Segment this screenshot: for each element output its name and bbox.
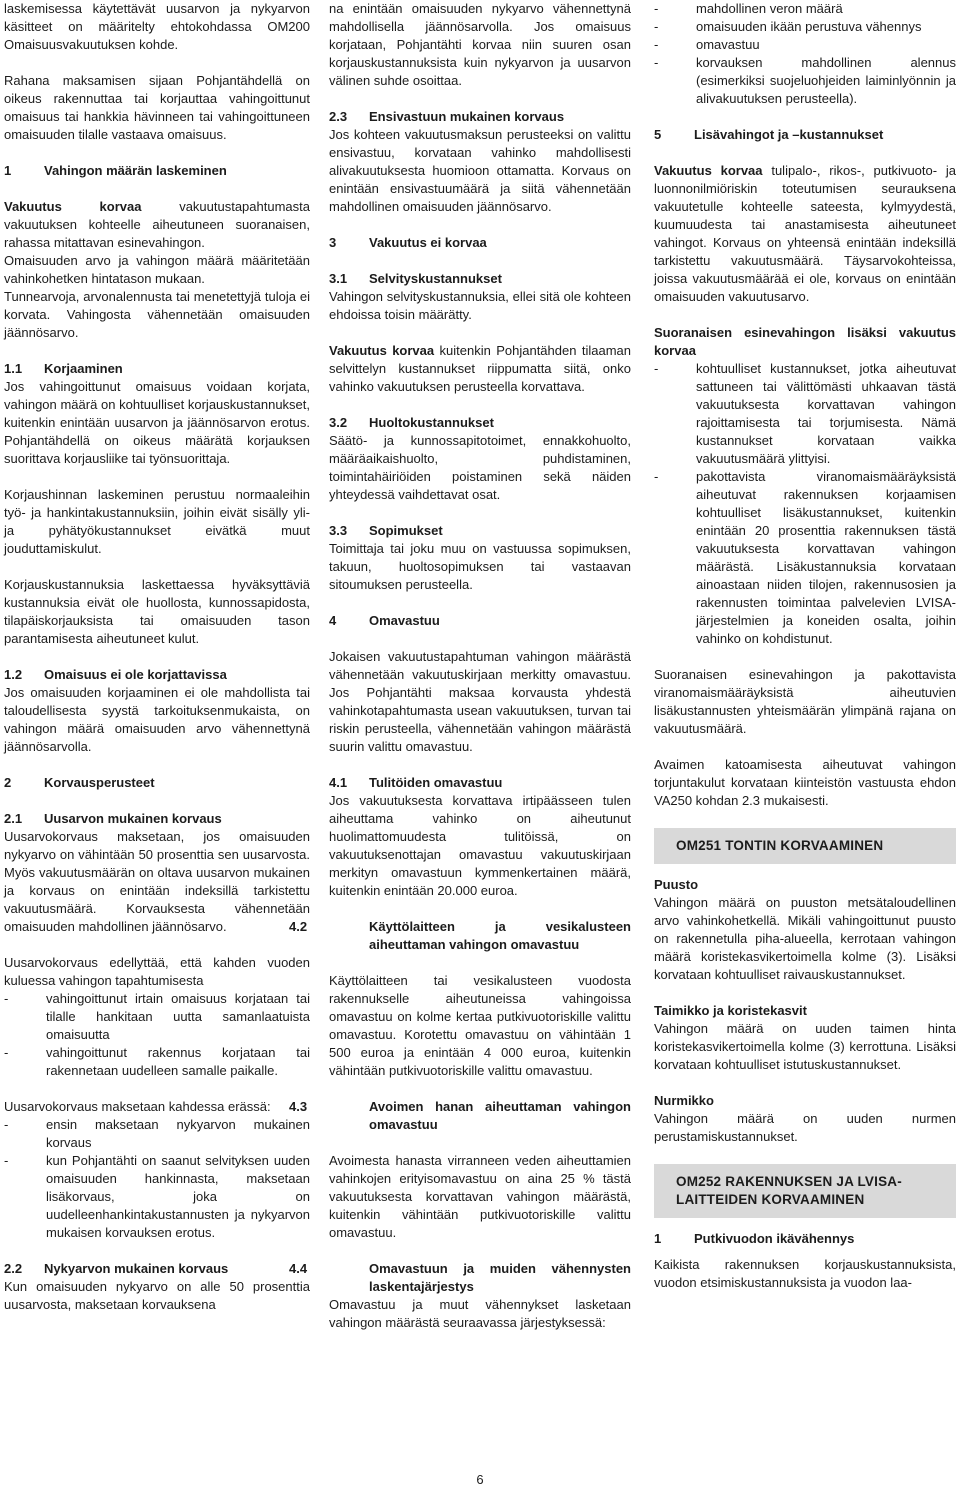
section-2-1-list-2 — [4, 1116, 310, 1242]
list-item: - kun Pohjantähti on saanut selvityksen uuden omaisuuden hankinnasta, maksetaan lisäkorvaus, joka on uudelleenhankintakustannusten ja nykyarvon mukaisen korvauksen erotus. — [4, 1152, 310, 1242]
heading-2-1: 2.1 Uusarvon mukainen korvaus — [4, 811, 222, 826]
page-number: 6 — [476, 1472, 484, 1487]
taimikko-heading: Taimikko ja koristekasvit — [654, 1003, 807, 1018]
section-1-1-paragraph-3: Korjauskustannuksia laskettaessa hyväksyttäviä kustannuksia eivät ole huollosta, kunnossapidosta, tilapäiskorjauksista tai omaisuuden tason parantamisesta aiheutuneet kulut. — [4, 577, 310, 646]
list-item: - omavastuu — [654, 36, 956, 54]
puusto-paragraph: Vahingon määrä on puuston metsätaloudellinen arvo vahinkohetkellä. Mikäli vahingoittunut puusto on rakennetulla piha-alueella, kerrotaan vahingon määrä koristekasvikertoimella kolme (3). Lisäksi korvataan kohtuulliset raivauskustannukset. — [654, 895, 956, 982]
intro-paragraph-1: laskemisessa käytettävät uusarvon ja nykyarvon käsitteet on määritelty ehtokohdassa OM200 Omaisuusvakuutuksen kohde. — [4, 1, 310, 52]
heading-3-2: 3.2 Huoltokustannukset — [329, 415, 494, 430]
section-4-1-paragraph-1: Jos vakuutuksesta korvattava irtipäässeen tulen aiheuttama vahinko on aiheutunut huolimattomuudesta tulitöissä, on vakuutuksenottajan omavastuu vakuutuskirjaan merkityn omavastuun kymmenkertainen määrä, kuitenkin enintään 20.000 euroa. — [329, 793, 631, 898]
puusto-heading: Puusto — [654, 877, 699, 892]
section-2-1-paragraph-3: Uusarvokorvaus maksetaan kahdessa erässä: — [4, 1099, 271, 1114]
section-1-1-paragraph-1: Jos vahingoittunut omaisuus voidaan korjata, vahingon määrä on kohtuulliset korjauskustannukset, kuitenkin enintään uusarvon ja jäännösarvon erotus. Pohjantähdellä on oikeus määrätä korjauksen suorittava korjausliike tai työnsuorittaja. — [4, 379, 310, 466]
heading-1: 1 Vahingon määrän laskeminen — [4, 163, 227, 178]
om252-heading-1: 1 Putkivuodon ikävähennys — [654, 1231, 855, 1246]
nurmikko-heading: Nurmikko — [654, 1093, 714, 1108]
taimikko-paragraph: Vahingon määrä on uuden taimen hinta koristekasvikertoimella kolme (3) kerrottuna. Lisäksi korvataan kohtuulliset istutuskustannukset. — [654, 1021, 956, 1072]
heading-3: 3 Vakuutus ei korvaa — [329, 235, 487, 250]
section-1-paragraph-2: Omaisuuden arvo ja vahingon määrä määritetään vahinkohetken hintatason mukaan. — [4, 253, 310, 286]
list-item: - ensin maksetaan nykyarvon mukainen korvaus — [4, 1116, 310, 1152]
heading-4: 4 Omavastuu — [329, 613, 440, 628]
list-item: - vahingoittunut rakennus korjataan tai rakennetaan uudelleen samalle paikalle. — [4, 1044, 310, 1080]
list-item: - vahingoittunut irtain omaisuus korjataan tai tilalle hankitaan uutta samanlaatuista omaisuutta — [4, 990, 310, 1044]
nurmikko-paragraph: Vahingon määrä on uuden nurmen perustamiskustannukset. — [654, 1111, 956, 1144]
section-5-paragraph-2: Suoranaisen esinevahingon ja pakottavista viranomaismääräyksistä aiheutuvien lisäkustannusten yhteismäärän ylimpänä rajana on vakuutusmäärä. — [654, 667, 956, 736]
list-item: - korvauksen mahdollinen alennus (esimerkiksi suojeluohjeiden laiminlyönnin ja alivakuutuksen perusteella). — [654, 54, 956, 108]
column-right — [654, 0, 956, 1292]
section-2-1-list-1 — [4, 990, 310, 1080]
section-4-4-paragraph-1: Omavastuu ja muut vähennykset lasketaan vahingon määrästä seuraavassa järjestyksessä: — [329, 1297, 631, 1330]
section-3-2-paragraph-1: Säätö- ja kunnossapitotoimet, ennakkohuolto, määräaikaishuolto, puhdistaminen, toimintahäiriöiden poistaminen sekä näiden yhteydessä vaihdettavat osat. — [329, 433, 631, 502]
intro-paragraph-2: Rahana maksamisen sijaan Pohjantähdellä on oikeus rakennuttaa tai korjauttaa vahingoittunut omaisuus tai hankkia hävinneen tai vahingoittuneen omaisuuden tilalle vastaava omaisuus. — [4, 73, 310, 142]
section-1-2-paragraph-1: Jos omaisuuden korjaaminen ei ole mahdollista tai taloudellisesta syystä tarkoituksenmukaista, on vahingon määrä omaisuuden arvo vähennettynä jäännösarvolla. — [4, 685, 310, 754]
heading-3-1: 3.1 Selvityskustannukset — [329, 271, 502, 286]
section-2-2-paragraph-1: Kun omaisuuden nykyarvo on alle 50 prosenttia uusarvosta, maksetaan korvauksena — [4, 1279, 310, 1312]
heading-2: 2 Korvausperusteet — [4, 775, 155, 790]
section-2-3-paragraph-1: Jos kohteen vakuutusmaksun perusteeksi on valittu ensivastuu, korvataan vahinko mahdollisesti alivakuutuksesta huomioon ottamatta. Korvaus on enintään ensivastuumäärä ja siitä vähennetään mahdollinen omaisuuden jäännösarvo. — [329, 127, 631, 214]
om252-paragraph-1: Kaikista rakennuksen korjauskustannuksista, vuodon etsimiskustannuksista ja vuodon laa- — [654, 1257, 956, 1290]
section-5-list — [654, 360, 956, 648]
section-3-3-paragraph-1: Toimittaja tai joku muu on vastuussa sopimuksen, takuun, huoltosopimuksen tai vastaavan sitoumuksen perusteella. — [329, 541, 631, 592]
heading-5: 5 Lisävahingot ja –kustannukset — [654, 127, 884, 142]
section-box-om252: OM252 RAKENNUKSEN JA LVISA-LAITTEIDEN KORVAAMINEN — [654, 1164, 956, 1218]
list-item: - kohtuulliset kustannukset, jotka aiheutuvat sattuneen tai välittömästi uhkaavan tästä vakuutuksesta korvattavan vahingon rajoittamisesta tai torjumisesta. Nämä kustannukset korvataan vaikka vakuutusmäärä ylittyisi. — [654, 360, 956, 468]
deduction-order-list — [654, 0, 956, 108]
section-3-1-paragraph-2: Vakuutus korvaa kuitenkin Pohjantähden tilaaman selvittelyn kustannukset riippumatta siitä, onko vahinko vakuutuksen perusteella korvattava. — [329, 343, 631, 394]
section-4-2-paragraph-1: Käyttölaitteen tai vesikalusteen vuodosta rakennukselle aiheutuneissa vahingoissa omavastuu on kolme kertaa putkivuotoriskille valittu omavastuu. Korotettu omavastuu on vähintään 1 500 euroa ja enintään 4 000 euroa, kuitenkin vähintään putkivuotoriskille valittu omavastuu. — [329, 973, 631, 1078]
heading-4-3: 4.3 Avoimen hanan aiheuttaman vahingon omavastuu — [289, 1099, 631, 1132]
section-1-1-paragraph-2: Korjaushinnan laskeminen perustuu normaaleihin työ- ja hankintakustannuksiin, joihin eivät sisälly yli- ja pyhätyökustannukset eivätkä muut jouduttamiskulut. — [4, 487, 310, 556]
continued-paragraph: na enintään omaisuuden nykyarvo vähennettynä mahdollisella jäännösarvolla. Jos omaisuus korjataan, Pohjantähti korvaa niin suuren osan korjauskustannuksista kuin nykyarvon ja uusarvon välinen suhde osoittaa. — [329, 1, 631, 88]
section-4-3-paragraph-1: Avoimesta hanasta virranneen veden aiheuttamien vahinkojen erityisomavastuu on aina 25 % tästä vakuutuksesta korvattavan vahingon määrästä, kuitenkin vähintään putkivuotoriskille valittu omavastuu. — [329, 1153, 631, 1240]
heading-2-3: 2.3 Ensivastuun mukainen korvaus — [329, 109, 565, 124]
heading-4-2: 4.2 Käyttölaitteen ja vesikalusteen aiheuttaman vahingon omavastuu — [289, 919, 631, 952]
section-4-paragraph-1: Jokaisen vakuutustapahtuman vahingon määrästä vähennetään vakuutuskirjaan merkitty omavastuu. Jos Pohjantähti maksaa korvausta yhdestä vahinkotapahtumasta usean vakuutuksen, turvan tai riskin perusteella, vähennetään vahingon määrästä suurin valittu omavastuu. — [329, 649, 631, 754]
section-1-paragraph-1: Vakuutus korvaa vakuutustapahtumasta vakuutuksen kohteelle aiheutuneen suoranaisen, rahassa mitattavan esinevahingon. — [4, 199, 310, 250]
section-5-paragraph-3: Avaimen katoamisesta aiheutuvat vahingon torjuntakulut korvataan kiinteistön vastuusta ehdon VA250 kohdan 2.3 mukaisesti. — [654, 757, 956, 808]
heading-3-3: 3.3 Sopimukset — [329, 523, 443, 538]
section-box-om251: OM251 TONTIN KORVAAMINEN — [654, 828, 956, 864]
heading-1-1: 1.1 Korjaaminen — [4, 361, 123, 376]
column-middle — [289, 0, 631, 1332]
section-2-1-paragraph-2: Uusarvokorvaus edellyttää, että kahden vuoden kuluessa vahingon tapahtumisesta — [4, 955, 310, 988]
heading-1-2: 1.2 Omaisuus ei ole korjattavissa — [4, 667, 227, 682]
list-item: - mahdollinen veron määrä — [654, 0, 956, 18]
section-2-1-paragraph-1: Uusarvokorvaus maksetaan, jos omaisuuden nykyarvo on vähintään 50 prosenttia sen uusarvosta. Myös vakuutusmäärän on oltava uusarvon mukainen ja korvaus on enintään indeksillä tarkistettu vakuutusmäärä. Korvauksesta vähennetään omaisuuden mahdollinen jäännösarvo. — [4, 829, 310, 934]
section-1-paragraph-3: Tunnearvoja, arvonalennusta tai menetettyjä tuloja ei korvata. Vahingosta vähennetään omaisuuden jäännösarvo. — [4, 289, 310, 340]
list-item: - pakottavista viranomaismääräyksistä aiheutuvat rakennuksen korjaamisen kohtuulliset lisäkustannukset, kuitenkin enintään 20 prosenttia rakennuksen tästä vakuutuksesta korvattavan vahingon määrästä. Lisäkustannuksia korvataan ainoastaan niiden tilojen, rakennusosien ja rakennusten toimintaa palvelevien LVISA-järjestelmien ja koneiden osalta, joihin vahinko on kohdistunut. — [654, 468, 956, 648]
list-item: - omaisuuden ikään perustuva vähennys — [654, 18, 956, 36]
heading-2-2: 2.2 Nykyarvon mukainen korvaus — [4, 1261, 229, 1276]
heading-4-1: 4.1 Tulitöiden omavastuu — [329, 775, 503, 790]
column-left — [4, 0, 310, 1314]
section-3-1-paragraph-1: Vahingon selvityskustannuksia, ellei sitä ole kohteen ehdoissa toisin määrätty. — [329, 289, 631, 322]
section-5-paragraph-1: Vakuutus korvaa tulipalo-, rikos-, putkivuoto- ja luonnonilmiöriskin toteutumisen seurauksena vakuutetulle kohteelle sateesta, kylmyydestä, kuumuudesta tai anastamisesta aiheutuneet vahingot. Korvaus on yhteensä enintään indeksillä tarkistettu vakuutusmäärä. Täysarvokohteissa, joissa vakuutusmäärää ei ole, korvaus on enintään omaisuuden vakuutusarvo. — [654, 163, 956, 304]
heading-4-4: 4.4 Omavastuun ja muiden vähennysten laskentajärjestys — [289, 1261, 631, 1294]
section-5-subheading: Suoranaisen esinevahingon lisäksi vakuutus korvaa — [654, 325, 956, 358]
